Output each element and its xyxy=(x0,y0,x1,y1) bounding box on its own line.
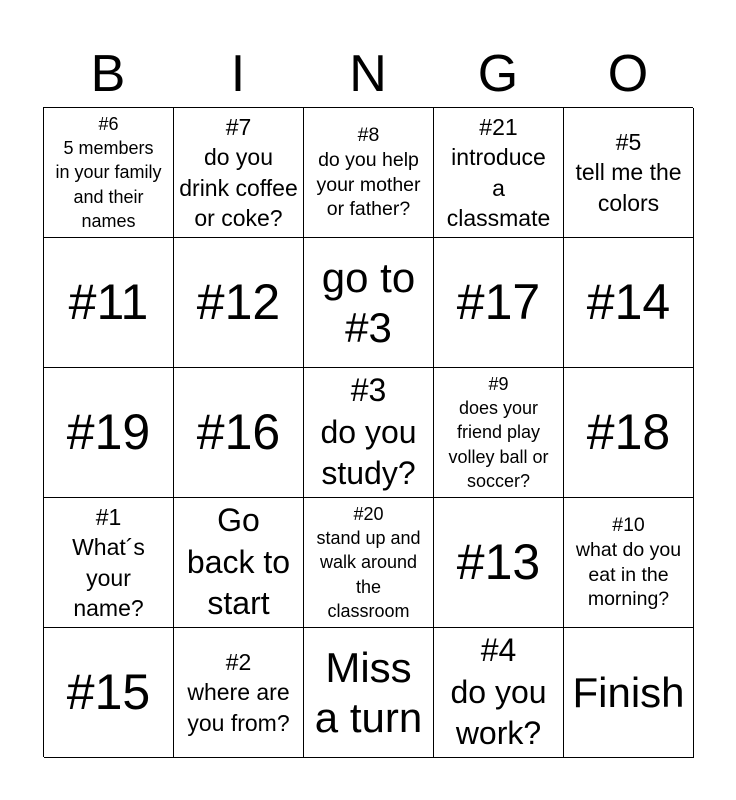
bingo-cell[interactable] xyxy=(564,238,694,368)
bingo-cell[interactable] xyxy=(564,368,694,498)
header-letter-n: N xyxy=(349,45,387,103)
bingo-cell[interactable] xyxy=(434,368,564,498)
cell-text: #8 do you help your mother or father? xyxy=(316,124,421,221)
cell-text: #9 does your friend play volley ball or soccer? xyxy=(448,373,549,491)
header-letter-b: B xyxy=(90,45,126,103)
bingo-cell[interactable] xyxy=(304,238,434,368)
cell-text: #7 do you drink coffee or coke? xyxy=(179,113,298,231)
cell-text: #2 where are you from? xyxy=(187,648,290,736)
bingo-cell[interactable] xyxy=(304,628,434,758)
cell-text: #15 xyxy=(66,664,151,720)
cell-text: #21 introduce a classmate xyxy=(446,113,551,231)
bingo-cell[interactable] xyxy=(44,498,174,628)
cell-text: #19 xyxy=(66,404,151,460)
cell-text: #13 xyxy=(456,534,541,590)
cell-text: #11 xyxy=(68,274,149,330)
bingo-cell[interactable] xyxy=(434,108,564,238)
cell-text: Go back to start xyxy=(186,502,291,622)
cell-text: #10 what do you eat in the morning? xyxy=(575,514,682,611)
bingo-cell[interactable] xyxy=(44,108,174,238)
bingo-cell[interactable] xyxy=(304,368,434,498)
cell-text: #6 5 members in your family and their names xyxy=(55,113,162,231)
cell-text: #18 xyxy=(586,404,671,460)
cell-text: #17 xyxy=(456,274,541,330)
cell-text: #20 stand up and walk around the classroom xyxy=(316,503,421,621)
cell-text: #12 xyxy=(196,274,281,330)
cell-text: #16 xyxy=(196,404,281,460)
bingo-cell[interactable] xyxy=(564,628,694,758)
bingo-cell[interactable] xyxy=(174,498,304,628)
bingo-cell[interactable] xyxy=(174,628,304,758)
cell-text: Finish xyxy=(572,668,685,716)
bingo-cell[interactable] xyxy=(434,238,564,368)
bingo-cell[interactable] xyxy=(174,108,304,238)
bingo-cell[interactable] xyxy=(44,368,174,498)
bingo-cell[interactable] xyxy=(434,628,564,758)
bingo-cell[interactable] xyxy=(304,498,434,628)
cell-text: #5 tell me the colors xyxy=(575,128,682,216)
header-letter-i: I xyxy=(230,45,246,103)
bingo-header xyxy=(43,44,693,104)
bingo-cell[interactable] xyxy=(44,238,174,368)
bingo-cell[interactable] xyxy=(174,368,304,498)
bingo-cell[interactable] xyxy=(434,498,564,628)
cell-text: #3 do you study? xyxy=(320,372,417,492)
bingo-cell[interactable] xyxy=(564,498,694,628)
cell-text: #14 xyxy=(586,274,671,330)
cell-text: #4 do you work? xyxy=(450,632,547,752)
header-letter-g: G xyxy=(477,45,519,103)
cell-text: go to #3 xyxy=(321,253,416,351)
bingo-cell[interactable] xyxy=(174,238,304,368)
bingo-cell[interactable] xyxy=(304,108,434,238)
cell-text: #1 What´s your name? xyxy=(72,503,145,621)
bingo-cell[interactable] xyxy=(44,628,174,758)
cell-text: Miss a turn xyxy=(314,643,423,741)
bingo-cell[interactable] xyxy=(564,108,694,238)
bingo-board xyxy=(43,107,693,757)
header-letter-o: O xyxy=(607,45,649,103)
